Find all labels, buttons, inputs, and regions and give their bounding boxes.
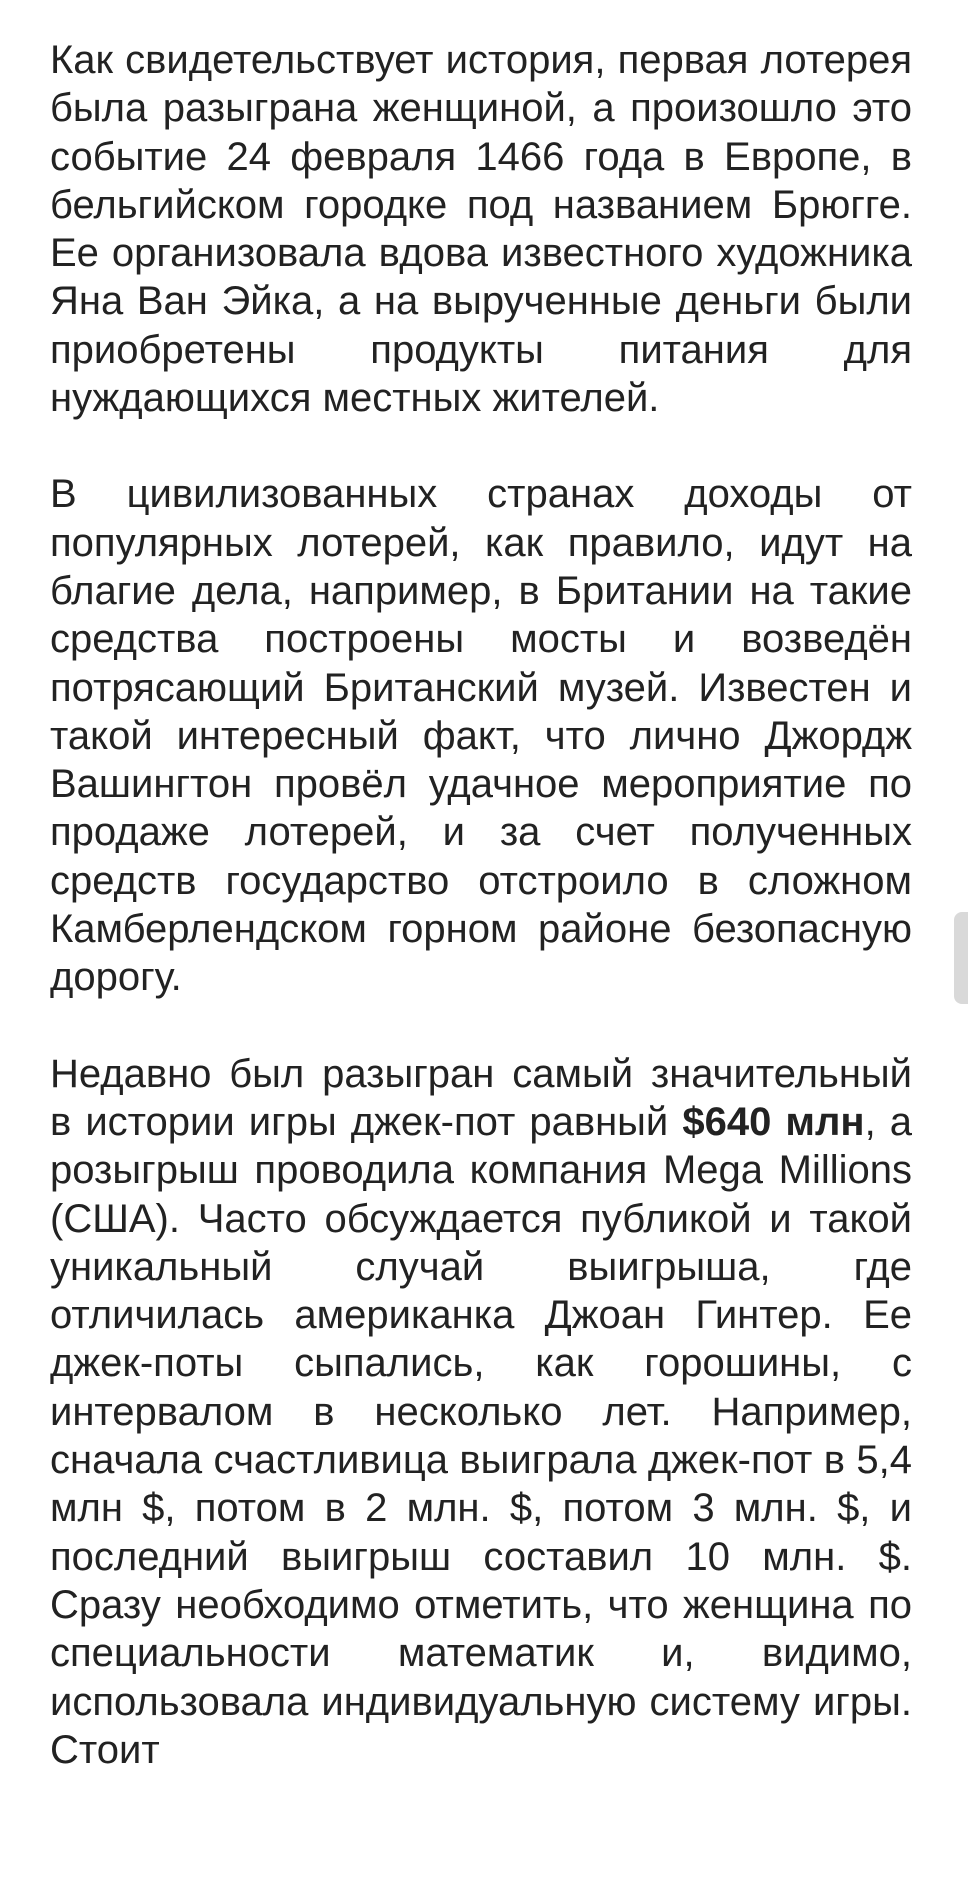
- jackpot-amount: $640 млн: [682, 1099, 865, 1144]
- paragraph-jackpot-before: Недавно был разыгран самый значительный в истории игры джек-пот равный: [50, 1051, 912, 1144]
- paragraph-jackpot-after: , а розыгрыш проводила компания Mega Millions (США). Часто обсуждается публикой и такой уникальный случай выигрыша, где отличилась американка Джоан Гинтер. Ее джек-поты сыпались, как горошины, с интервалом в несколько лет. Например, сначала счастливица выиграла джек-пот в 5,4 млн $, потом в 2 млн. $, потом 3 млн. $, и последний выигрыш составил 10 млн. $. Сразу необходимо отметить, что женщина по специальности математик и, видимо, использовала индивидуальную систему игры. Стоит: [50, 1099, 912, 1772]
- paragraph-jackpot: [50, 1050, 912, 1774]
- article-body: [50, 36, 912, 1822]
- paragraph-charity: В цивилизованных странах доходы от популярных лотерей, как правило, идут на благие дела, например, в Британии на такие средства построены мосты и возведён потрясающий Британский музей. Известен и такой интересный факт, что лично Джордж Вашингтон провёл удачное мероприятие по продаже лотерей, и за счет полученных средств государство отстроило в сложном Камберлендском горном районе безопасную дорогу.: [50, 472, 912, 1000]
- scroll-handle[interactable]: [954, 912, 968, 1004]
- paragraph-first-lottery: Как свидетельствует история, первая лотерея была разыграна женщиной, а произошло это событие 24 февраля 1466 года в Европе, в бельгийском городке под названием Брюгге. Ее организовала вдова известного художника Яна Ван Эйка, а на вырученные деньги были приобретены продукты питания для нуждающихся местных жителей.: [50, 38, 912, 421]
